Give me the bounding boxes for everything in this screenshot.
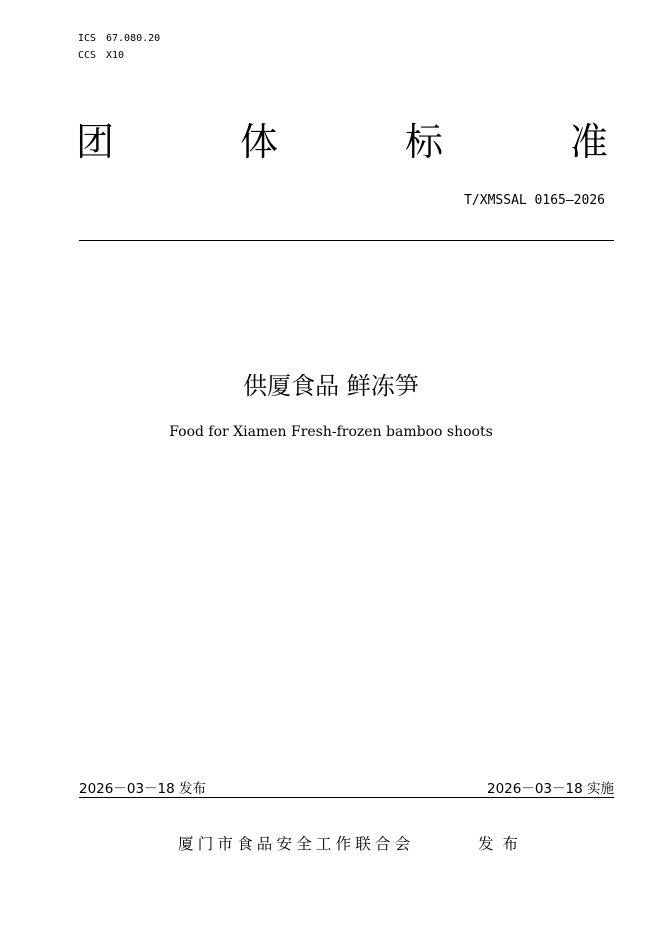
ccs-line: [78, 50, 124, 61]
issuer-action: 发布: [478, 835, 528, 853]
standard-number: T/XMSSAL 0165—2026: [464, 193, 605, 208]
title-chinese: 供厦食品 鲜冻笋: [243, 372, 419, 400]
ics-label: ICS: [78, 33, 97, 44]
ccs-value: X10: [106, 50, 125, 61]
standard-type-char-4: 准: [570, 120, 609, 164]
ccs-label: CCS: [78, 50, 97, 61]
footer-divider: [79, 797, 614, 798]
implement-date: 2026－03－18 实施: [486, 781, 614, 797]
header-divider: [79, 240, 614, 241]
issuer-name: 厦门市食品安全工作联合会: [178, 835, 415, 853]
standard-type-char-3: 标: [405, 120, 444, 164]
ics-value: 67.080.20: [106, 33, 161, 44]
title-english: Food for Xiamen Fresh-frozen bamboo shoots: [169, 424, 493, 440]
publish-date: 2026－03－18 发布: [79, 781, 207, 797]
standard-type-char-2: 体: [240, 120, 279, 164]
standard-type-char-1: 团: [76, 120, 115, 164]
ics-line: [78, 33, 160, 44]
